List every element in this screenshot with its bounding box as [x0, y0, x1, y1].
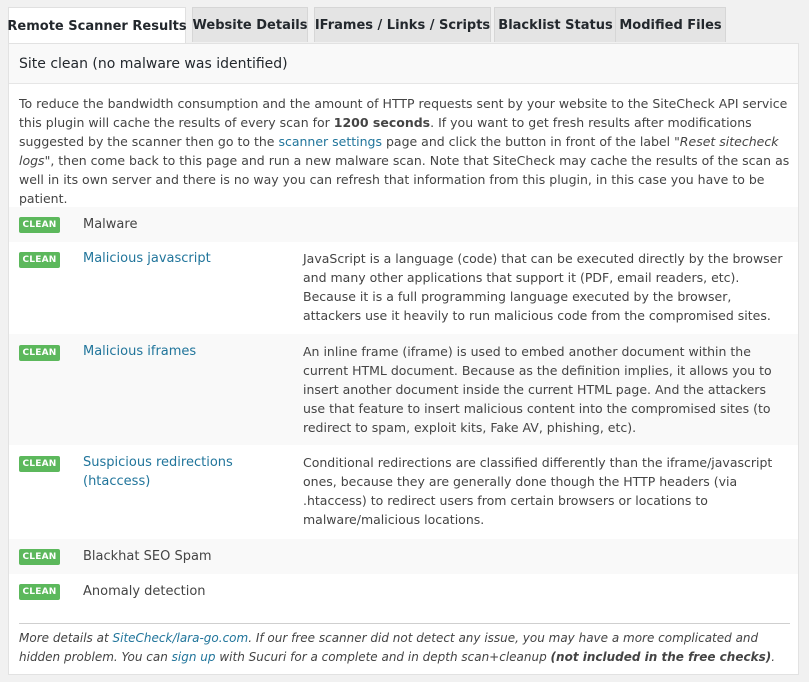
results-panel — [8, 43, 799, 675]
tab-modified-files[interactable]: Modified Files — [615, 7, 726, 42]
result-row-malware — [9, 207, 798, 242]
result-name: Blackhat SEO Spam — [83, 549, 212, 564]
scanner-settings-link[interactable]: scanner settings — [278, 134, 383, 149]
result-row-suspicious-redirections — [9, 445, 798, 539]
sitecheck-link[interactable]: SiteCheck/lara-go.com — [112, 631, 249, 645]
reset-label-text: "Reset sitecheck logs" — [19, 134, 779, 168]
clean-badge: CLEAN — [19, 456, 60, 472]
tab-remote-scanner-results[interactable]: Remote Scanner Results — [8, 7, 186, 45]
result-name-link[interactable]: Malicious iframes — [83, 344, 197, 359]
scan-status-header — [9, 44, 798, 84]
result-name: Anomaly detection — [83, 584, 206, 599]
result-row-malicious-iframes — [9, 334, 798, 445]
footer-divider — [19, 623, 790, 624]
clean-badge: CLEAN — [19, 584, 60, 600]
result-row-anomaly-detection — [9, 574, 798, 609]
tab-blacklist-status[interactable]: Blacklist Status — [494, 7, 617, 42]
clean-badge: CLEAN — [19, 252, 60, 268]
sign-up-link[interactable]: sign up — [171, 650, 216, 664]
footer-note: More details at SiteCheck/lara-go.com. If our free scanner did not detect any issue, you may have a more complicated and hidden problem. You can sign up with Sucuri for a complete and in depth scan+cleanup (not included in the free checks). — [19, 631, 776, 664]
clean-badge: CLEAN — [19, 217, 60, 233]
tab-website-details[interactable]: Website Details — [192, 7, 308, 42]
result-description: An inline frame (iframe) is used to embed another document within the current HTML document. Because as the definition implies, it allows you to insert another document inside the current HTML page. And the attackers use that feature to insert malicious content into the compromised sites (to redirect to spam, exploit kits, Fake AV, phishing, etc). — [303, 344, 772, 435]
clean-badge: CLEAN — [19, 549, 60, 565]
clean-badge: CLEAN — [19, 345, 60, 361]
result-description: JavaScript is a language (code) that can be executed directly by the browser and many other applications that support it (PDF, email readers, etc). Because it is a full programming language executed by the browser, attackers use it heavily to run malicious code from the compromised sites. — [303, 251, 783, 323]
result-description: Conditional redirections are classified differently than the iframe/javascript ones, because they are generally done though the HTTP headers (via .htaccess) to redirect users from certain browsers or locations to malware/malicious locations. — [303, 455, 773, 527]
scan-status-text: Site clean (no malware was identified) — [19, 55, 288, 72]
result-row-malicious-javascript — [9, 242, 798, 334]
cache-notice: To reduce the bandwidth consumption and the amount of HTTP requests sent by your website to the SiteCheck API service this plugin will cache the results of every scan for 1200 seconds. If you want to get fresh results after modifications suggested by the scanner then go to the scanner settings page and click the button in front of the label "Reset sitecheck logs", then come back to this page and run a new malware scan. Note that SiteCheck may cache the results of the scan as well in its own server and there is no way you can refresh that information from this plugin, in this case you have to be patient. — [19, 96, 790, 206]
result-row-blackhat-seo-spam — [9, 539, 798, 574]
result-name-link[interactable]: Suspicious redirections (htaccess) — [83, 455, 233, 489]
tab-iframes-links-scripts[interactable]: IFrames / Links / Scripts — [314, 7, 491, 42]
cache-duration: 1200 seconds — [333, 115, 431, 130]
result-name-link[interactable]: Malicious javascript — [83, 251, 211, 266]
result-name: Malware — [83, 217, 138, 232]
